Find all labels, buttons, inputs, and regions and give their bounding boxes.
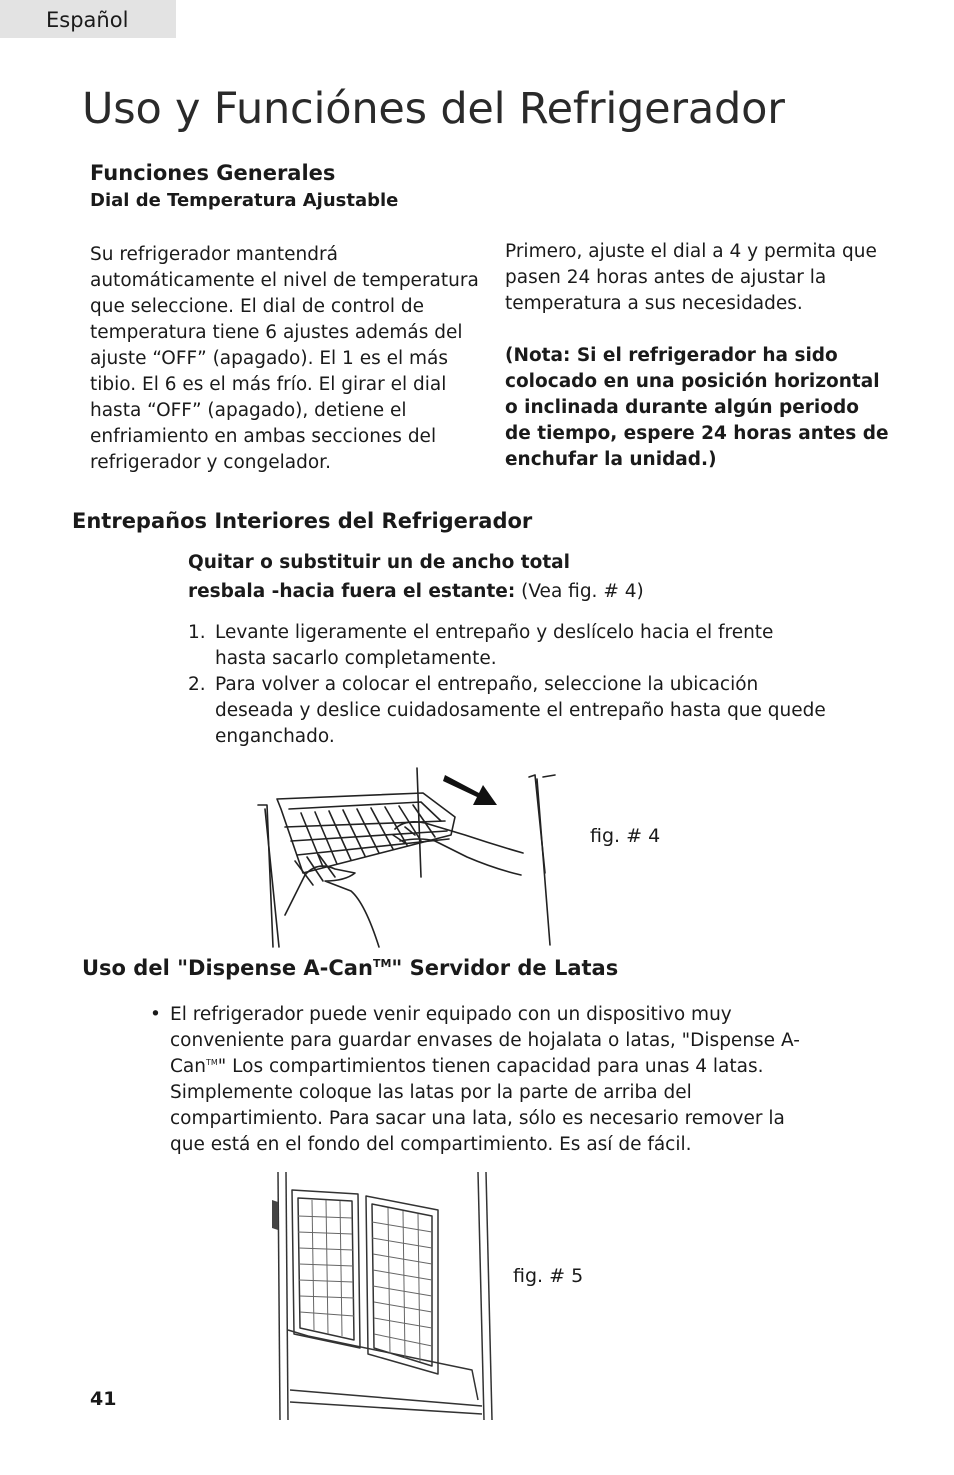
description-part: " Los compartimientos tienen capacidad para unas 4 latas. Simplemente coloque las latas por la parte de arriba del compartimiento. Para sacar una lata, sólo es necesario remover la que está en el fondo del compartimiento. Es así de fácil. — [170, 1056, 785, 1155]
dial-setting-instruction: Primero, ajuste el dial a 4 y permita que pasen 24 horas antes de ajustar la temperatura a sus necesidades. — [505, 241, 877, 314]
can-dispenser-heading — [82, 956, 618, 980]
shelf-removal-illustration — [255, 765, 560, 950]
can-dispenser-description — [150, 1002, 815, 1158]
figure-5-label: fig. # 5 — [513, 1265, 584, 1287]
temperature-dial-description: Su refrigerador mantendrá automáticamente el nivel de temperatura que seleccione. El dial de control de temperatura tiene 6 ajustes además del ajuste “OFF” (apagado). El 1 es el más tibio. El 6 es el más frío. El girar el dial hasta “OFF” (apagado), detiene el enfriamiento en ambas secciones del refrigerador y congelador. — [90, 244, 479, 473]
language-tab — [0, 0, 176, 38]
figure-4-label: fig. # 4 — [590, 825, 661, 847]
step-text: Levante ligeramente el entrepaño y deslícelo hacia el frente hasta sacarlo completamente. — [215, 622, 774, 669]
description-part: El refrigerador puede venir equipado con un dispositivo muy conveniente para guardar envases de hojalata o latas, "Dispense A-Can — [170, 1004, 800, 1077]
trademark-symbol: TM — [372, 957, 392, 970]
step-text: Para volver a colocar el entrepaño, seleccione la ubicación deseada y deslice cuidadosamente el entrepaño hasta que quede enganchado. — [215, 674, 826, 747]
list-item — [188, 672, 828, 750]
installation-note: (Nota: Si el refrigerador ha sido colocado en una posición horizontal o inclinada durante algún periodo de tiempo, espere 24 horas antes de enchufar la unidad.) — [505, 345, 889, 470]
language-label: Español — [46, 8, 129, 32]
interior-shelves-heading: Entrepaños Interiores del Refrigerador — [72, 509, 533, 533]
trademark-symbol: TM — [205, 1057, 218, 1067]
step-number: 2. — [188, 674, 206, 695]
step-number: 1. — [188, 622, 206, 643]
shelf-intro-line-2: resbala -hacia fuera el estante: — [188, 581, 516, 602]
shelf-steps-list — [188, 620, 828, 750]
general-functions-heading: Funciones Generales — [90, 161, 336, 185]
heading-part: Uso del "Dispense A-Can — [82, 956, 373, 980]
shelf-intro-line-1: Quitar o substituir un de ancho total — [188, 552, 570, 573]
list-item — [188, 620, 828, 672]
shelf-intro — [188, 548, 828, 606]
page-title: Uso y Funciónes del Refrigerador — [82, 84, 785, 134]
can-dispenser-illustration — [272, 1170, 497, 1422]
page-number: 41 — [90, 1388, 117, 1410]
bullet-point: • — [150, 1004, 161, 1025]
heading-part: " Servidor de Latas — [391, 956, 619, 980]
temperature-dial-subheading: Dial de Temperatura Ajustable — [90, 190, 399, 211]
figure-reference: (Vea fig. # 4) — [521, 581, 644, 602]
